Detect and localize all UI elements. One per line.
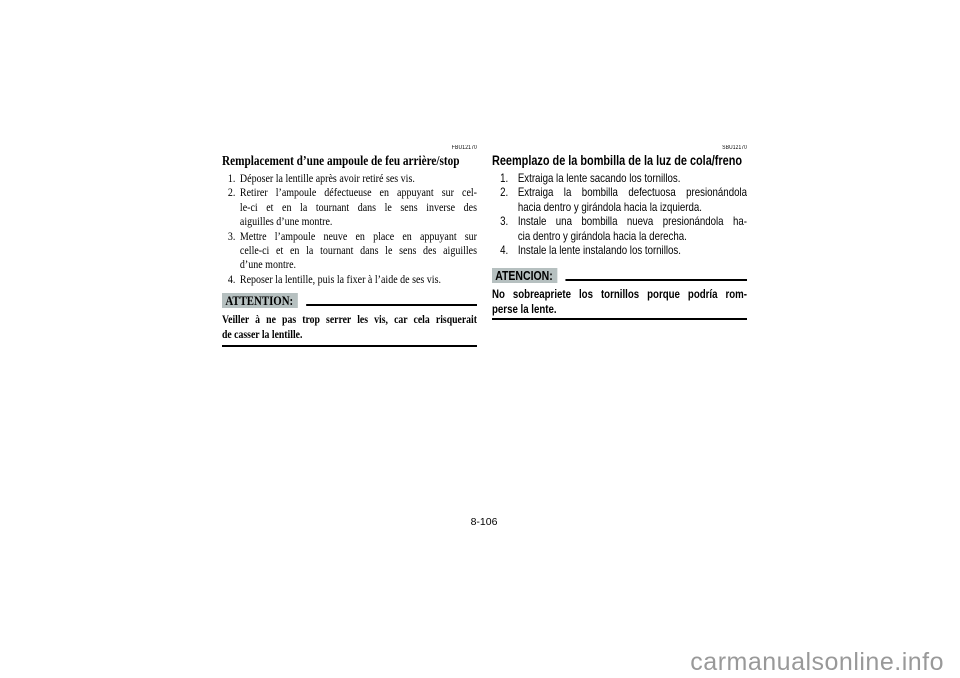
item-number: 3. bbox=[500, 214, 509, 229]
section-heading-spanish: Reemplazo de la bombilla de la luz de cola/freno bbox=[492, 153, 743, 168]
section-end-rule bbox=[222, 345, 477, 347]
spanish-column bbox=[492, 143, 747, 320]
item-line: Déposer la lentille après avoir retiré ses vis. bbox=[239, 171, 415, 185]
instruction-list-spanish bbox=[492, 171, 747, 257]
item-number: 2. bbox=[227, 185, 236, 200]
caution-header-french bbox=[222, 293, 477, 308]
item-line: aiguilles d’une montre. bbox=[239, 214, 333, 229]
list-item bbox=[222, 229, 477, 272]
item-number: 2. bbox=[500, 185, 509, 200]
list-item bbox=[492, 185, 747, 214]
caution-header-spanish bbox=[492, 268, 747, 283]
item-line: Instale una bombilla nueva presionándola ha- bbox=[517, 214, 748, 229]
list-item bbox=[492, 243, 747, 257]
item-line: d’une montre. bbox=[239, 257, 297, 272]
caution-text-line: de casser la lentille. bbox=[222, 327, 303, 341]
page-number: 8-106 bbox=[470, 516, 498, 528]
instruction-list-french bbox=[222, 171, 477, 286]
caution-text-line: perse la lente. bbox=[492, 301, 557, 316]
spanish-column-content bbox=[492, 144, 747, 320]
caution-text-line: Veiller à ne pas trop serrer les vis, car cela risquerait bbox=[222, 313, 477, 327]
list-item bbox=[492, 214, 747, 243]
caution-rule bbox=[566, 279, 747, 281]
item-line: Reposer la lentille, puis la fixer à l’aide de ses vis. bbox=[239, 271, 441, 286]
caution-rule bbox=[306, 304, 477, 306]
item-number: 4. bbox=[227, 271, 236, 286]
item-line: le-ci et en la tournant dans le sens inverse des bbox=[239, 199, 477, 214]
section-heading-french: Remplacement d’une ampoule de feu arrière/stop bbox=[222, 153, 460, 168]
item-line: cia dentro y girándola hacia la derecha. bbox=[517, 228, 687, 243]
caution-label: ATENCION: bbox=[492, 268, 558, 283]
list-item bbox=[222, 185, 477, 228]
caution-text-french bbox=[222, 313, 477, 342]
list-item bbox=[492, 171, 747, 185]
caution-label: ATTENTION: bbox=[222, 293, 298, 308]
section-code-french: FBU12170 bbox=[451, 145, 477, 151]
list-item bbox=[222, 171, 477, 185]
french-column-content bbox=[222, 144, 477, 347]
item-number: 1. bbox=[227, 171, 236, 185]
item-line: Extraiga la bombilla defectuosa presionándola bbox=[517, 185, 748, 200]
item-line: Retirer l’ampoule défectueuse en appuyant sur cel- bbox=[239, 185, 477, 200]
caution-text-spanish bbox=[492, 287, 747, 316]
item-line: Mettre l’ampoule neuve en place en appuyant sur bbox=[239, 228, 477, 243]
item-line: celle-ci et en la tournant dans le sens des aiguilles bbox=[239, 243, 477, 258]
list-item bbox=[222, 272, 477, 286]
section-end-rule bbox=[492, 318, 747, 320]
french-column bbox=[222, 143, 477, 347]
watermark-text: carmanualsonline.info bbox=[690, 648, 944, 676]
item-number: 4. bbox=[500, 243, 509, 258]
item-line: hacia dentro y girándola hacia la izquierda. bbox=[517, 199, 702, 214]
item-line: Instale la lente instalando los tornillos. bbox=[517, 243, 681, 258]
item-number: 1. bbox=[500, 171, 509, 185]
section-code-spanish: SBU12170 bbox=[722, 145, 748, 151]
item-number: 3. bbox=[227, 228, 236, 243]
item-line: Extraiga la lente sacando los tornillos. bbox=[517, 171, 681, 185]
caution-text-line: No sobreapriete los tornillos porque podría rom- bbox=[492, 287, 748, 302]
